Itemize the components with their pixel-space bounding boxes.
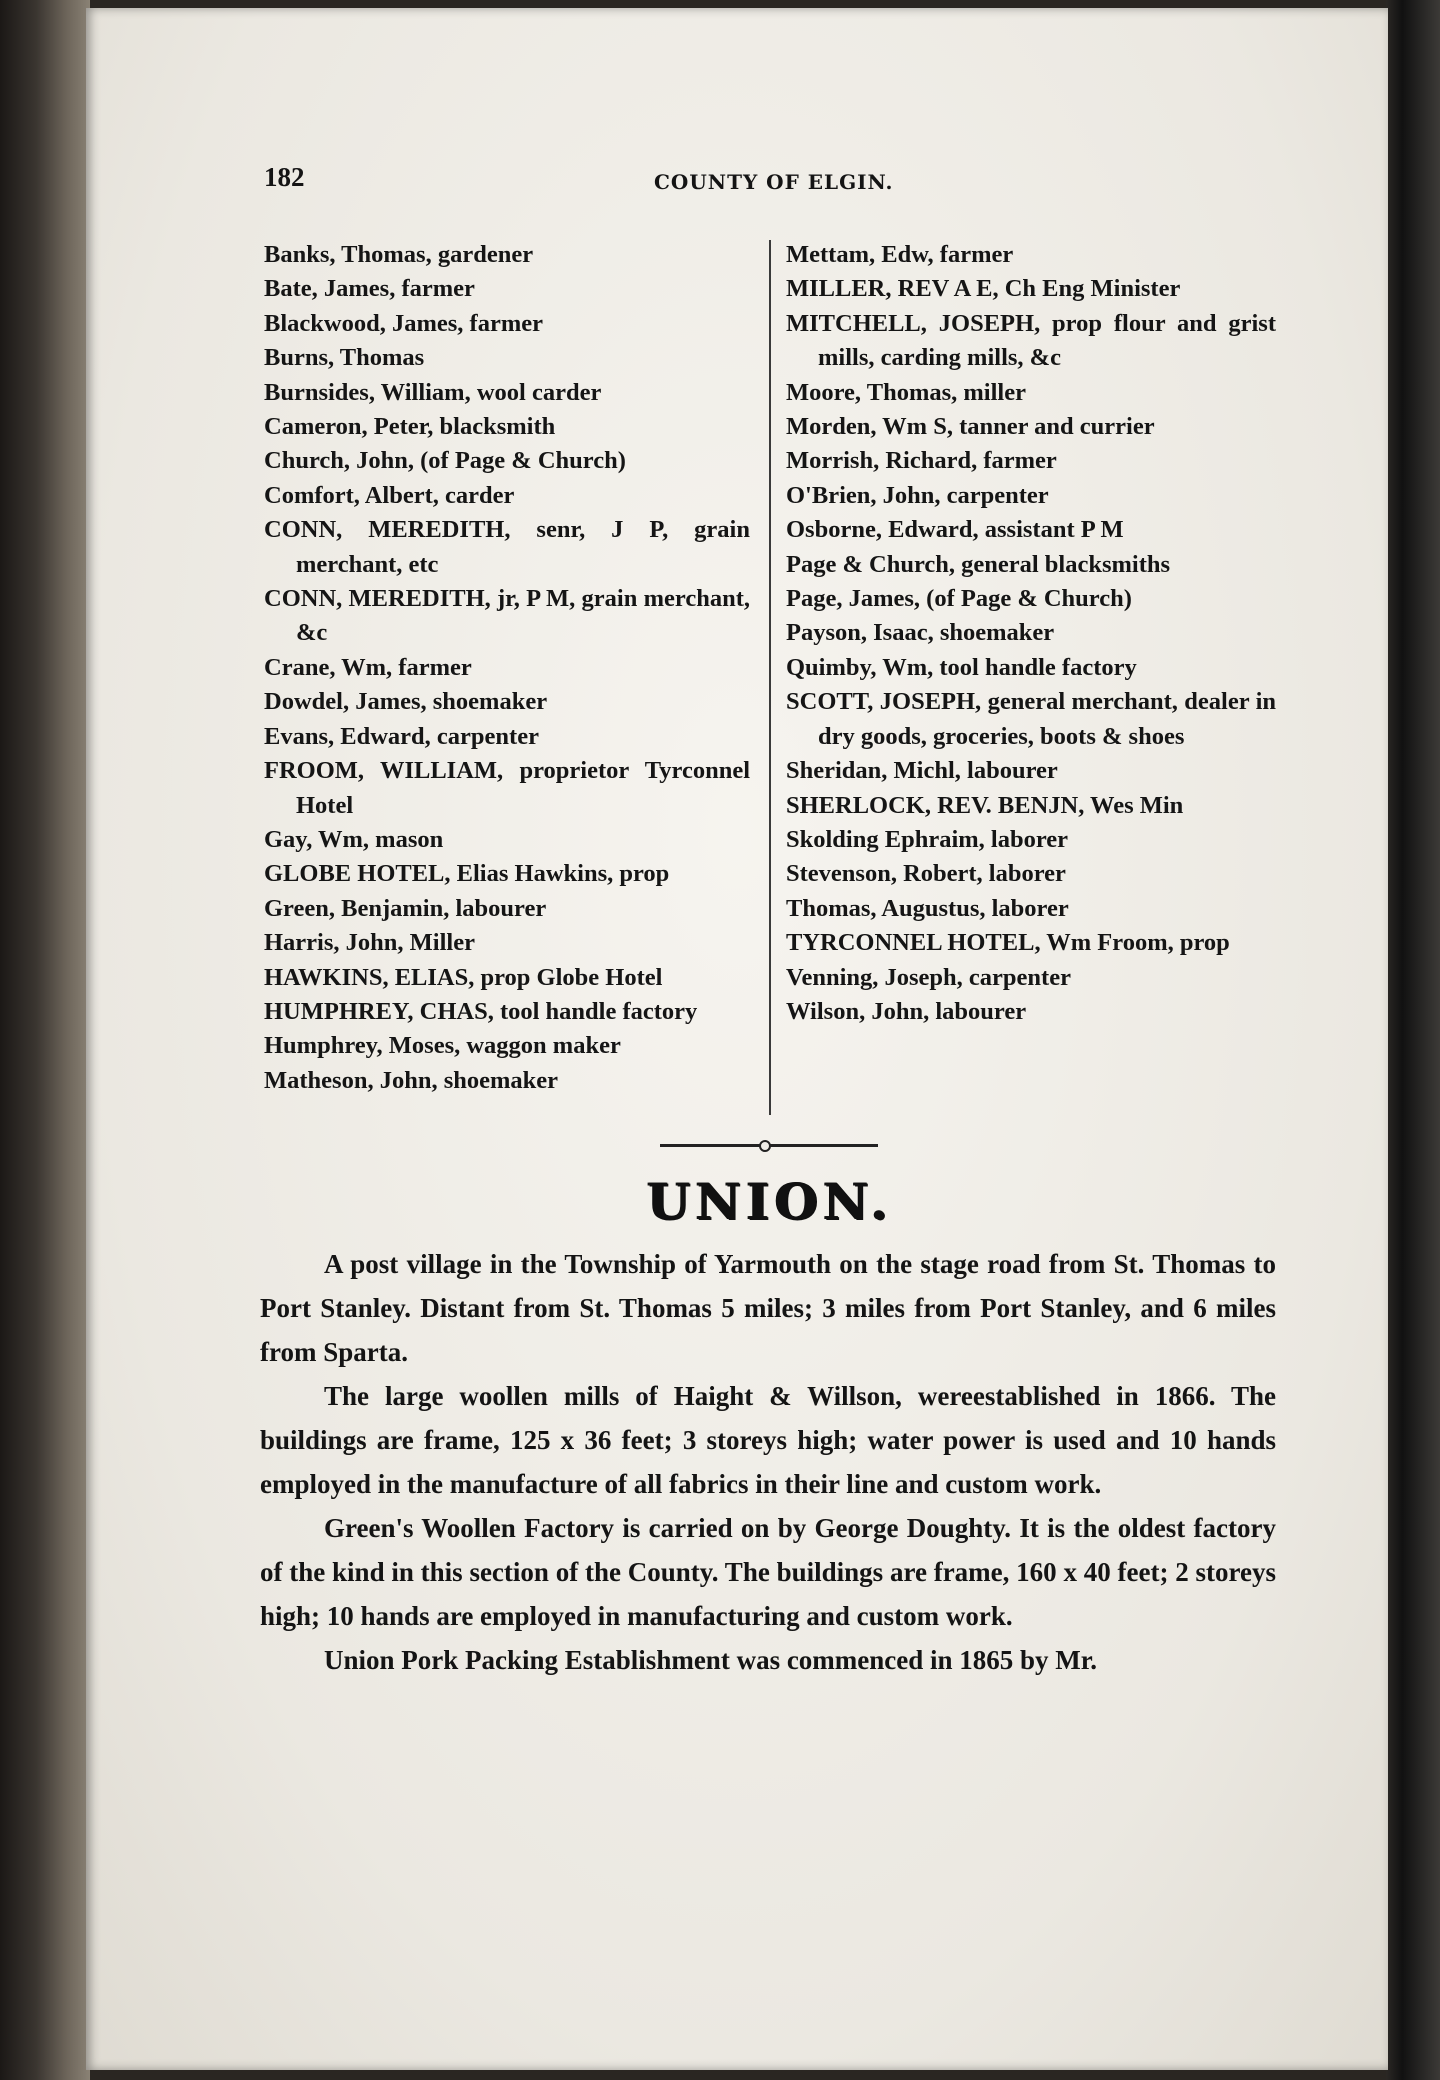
directory-entry: Page & Church, general blacksmiths [786,550,1171,578]
running-head: COUNTY OF ELGIN. [654,170,894,194]
directory-entry: Thomas, Augustus, laborer [786,894,1069,922]
directory-entry: Bate, James, farmer [264,275,475,303]
directory-entry: Matheson, John, shoemaker [264,1066,559,1094]
directory-left-column [264,238,750,1098]
directory-entry: Dowdel, James, shoemaker [264,688,548,716]
section-body [260,1242,1276,1682]
directory-entry: Humphrey, Moses, waggon maker [264,1032,621,1060]
directory-entry: Church, John, (of Page & Church) [264,447,626,475]
directory-entry: SCOTT, JOSEPH, general merchant, dealer in dry goods, groceries, boots & shoes [786,688,1276,750]
directory-entry: SHERLOCK, REV. BENJN, Wes Min [786,791,1184,819]
directory-entry: O'Brien, John, carpenter [786,481,1049,509]
directory-entry: Moore, Thomas, miller [786,378,1026,406]
directory-entry: Osborne, Edward, assistant P M [786,516,1124,544]
directory-entry: HAWKINS, ELIAS, prop Globe Hotel [264,963,663,991]
directory-right-column [786,238,1276,1029]
directory-entry: Cameron, Peter, blacksmith [264,413,556,441]
directory-entry: Banks, Thomas, gardener [264,241,534,268]
directory-entry: MITCHELL, JOSEPH, prop flour and grist mills, carding mills, &c [786,309,1276,372]
directory-entry: MILLER, REV A E, Ch Eng Minister [786,275,1181,303]
page-number: 182 [264,162,305,192]
directory-entry: TYRCONNEL HOTEL, Wm Froom, prop [786,929,1230,957]
column-divider [769,240,771,1115]
directory-entry: Payson, Isaac, shoemaker [786,619,1055,647]
directory-entry: Quimby, Wm, tool handle factory [786,653,1137,681]
directory-entry: Burnsides, William, wool carder [264,378,602,406]
section-rule-ornament [660,1140,878,1152]
directory-entry: FROOM, WILLIAM, proprietor Tyrconnel Hotel [264,757,750,819]
directory-entry: Blackwood, James, farmer [264,309,543,337]
body-paragraph: A post village in the Township of Yarmouth on the stage road from St. Thomas to Port Stanley. Distant from St. Thomas 5 miles; 3 miles from Port Stanley, and 6 miles from Sparta. [260,1249,1276,1367]
directory-entry: HUMPHREY, CHAS, tool handle factory [264,997,698,1025]
directory-entry: GLOBE HOTEL, Elias Hawkins, prop [264,860,670,888]
directory-entry: Harris, John, Miller [264,929,475,957]
directory-entry: Page, James, (of Page & Church) [786,585,1132,613]
directory-entry: Crane, Wm, farmer [264,653,472,681]
section-title: UNION. [646,1172,894,1231]
body-paragraph: The large woollen mills of Haight & Willson, wereestablished in 1866. The buildings are frame, 125 x 36 feet; 3 storeys high; water power is used and 10 hands employed in the manufacture of all fabrics in their line and custom work. [260,1381,1276,1499]
directory-entry: Sheridan, Michl, labourer [786,757,1058,785]
directory-entry: Burns, Thomas [264,344,425,372]
page-header [264,160,1280,204]
rule-dot [759,1140,771,1152]
directory-entry: Wilson, John, labourer [786,997,1027,1025]
directory-entry: CONN, MEREDITH, senr, J P, grain merchant, etc [264,516,750,578]
page-edge-shadow [1386,0,1440,2080]
directory-entry: Skolding Ephraim, laborer [786,825,1069,853]
directory-entry: Mettam, Edw, farmer [786,241,1014,268]
directory-entry: CONN, MEREDITH, jr, P M, grain merchant, &c [264,585,750,647]
body-paragraph: Green's Woollen Factory is carried on by George Doughty. It is the oldest factory of the kind in this section of the County. The buildings are frame, 160 x 40 feet; 2 storeys high; 10 hands are employed in manufacturing and custom work. [260,1513,1276,1631]
directory-entry: Comfort, Albert, carder [264,481,515,509]
book-spine [0,0,90,2080]
directory-entry: Stevenson, Robert, laborer [786,860,1066,888]
directory-entry: Morrish, Richard, farmer [786,447,1057,475]
directory-entry: Morden, Wm S, tanner and currier [786,413,1155,441]
directory-entry: Gay, Wm, mason [264,825,444,853]
directory-entry: Venning, Joseph, carpenter [786,963,1071,991]
directory-entry: Evans, Edward, carpenter [264,722,539,750]
directory-entry: Green, Benjamin, labourer [264,894,547,922]
body-paragraph: Union Pork Packing Establishment was commenced in 1865 by Mr. [324,1645,1098,1675]
